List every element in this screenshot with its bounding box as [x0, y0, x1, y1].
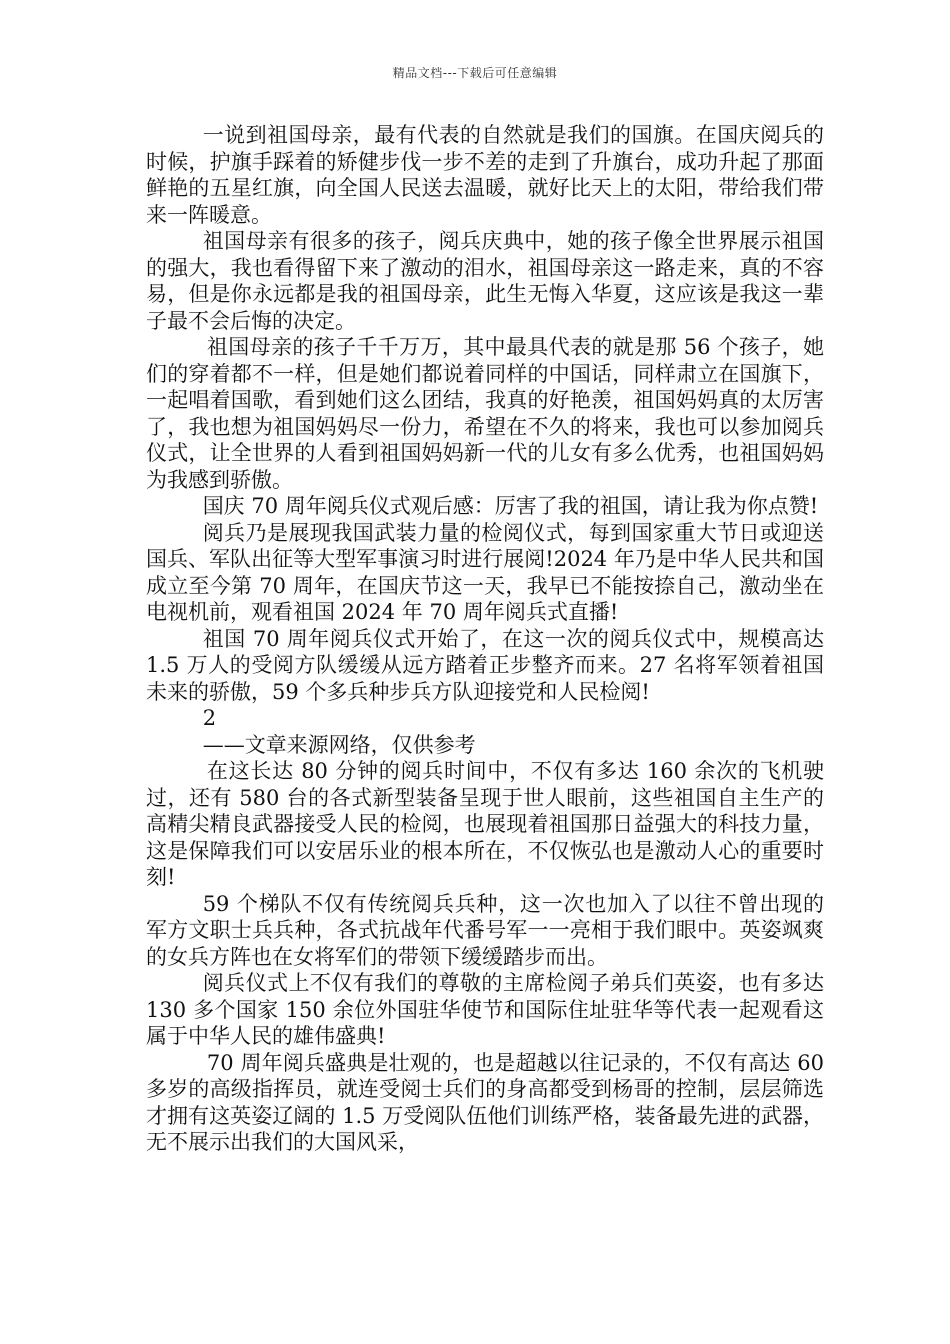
- paragraph-3: 祖国母亲的孩子千千万万，其中最具代表的就是那 56 个孩子，她们的穿着都不一样，但是她们都说着同样的中国话，同样肃立在国旗下，一起唱着国歌，看到她们这么团结，我真的好艳羡，祖国妈妈真的太厉害了，我也想为祖国妈妈尽一份力，希望在不久的将来，我也可以参加阅兵仪式，让全世界的人看到祖国妈妈新一代的儿女有多么优秀，也祖国妈妈为我感到骄傲。: [146, 335, 824, 492]
- paragraph-9: 阅兵仪式上不仅有我们的尊敬的主席检阅子弟兵们英姿，也有多达 130 多个国家 150 余位外国驻华使节和国际住址驻华等代表一起观看这属于中华人民的雄伟盛典!: [146, 971, 824, 1048]
- paragraph-10: 70 周年阅兵盛典是壮观的，也是超越以往记录的，不仅有高达 60 多岁的高级指挥员，就连受阅士兵们的身高都受到杨哥的控制，层层筛选才拥有这英姿辽阔的 1.5 万受阅队伍他们训练严格，装备最先进的武器，无不展示出我们的大国风采，: [146, 1050, 824, 1154]
- source-note: ——文章来源网络，仅供参考: [202, 732, 476, 757]
- paragraph-5: 阅兵乃是展现我国武装力量的检阅仪式，每到国家重大节日或迎送国兵、军队出征等大型军事演习时进行展阅!2024 年乃是中华人民共和国成立至今第 70 周年，在国庆节这一天，我早已不能按捺自己，激动坐在电视机前，观看祖国 2024 年 70 周年阅兵式直播!: [146, 520, 824, 624]
- paragraph-4: 国庆 70 周年阅兵仪式观后感：厉害了我的祖国，请让我为你点赞!: [202, 494, 819, 518]
- paragraph-2: 祖国母亲有很多的孩子，阅兵庆典中，她的孩子像全世界展示祖国的强大，我也看得留下来了激动的泪水，祖国母亲这一路走来，真的不容易，但是你永远都是我的祖国母亲，此生无悔入华夏，这应该是我这一辈子最不会后悔的决定。: [146, 229, 824, 333]
- page-header: 精品文档---下载后可任意编辑: [392, 66, 558, 80]
- paragraph-8: 59 个梯队不仅有传统阅兵兵种，这一次也加入了以往不曾出现的军方文职士兵兵种，各式抗战年代番号军一一亮相于我们眼中。英姿飒爽的女兵方阵也在女将军们的带领下缓缓踏步而出。: [146, 891, 824, 969]
- paragraph-1: 一说到祖国母亲，最有代表的自然就是我们的国旗。在国庆阅兵的时候，护旗手踩着的矫健步伐一步不差的走到了升旗台，成功升起了那面鲜艳的五星红旗，向全国人民送去温暖，就好比天上的太阳，带给我们带来一阵暖意。: [146, 123, 824, 227]
- paragraph-6: 祖国 70 周年阅兵仪式开始了，在这一次的阅兵仪式中，规模高达 1.5 万人的受阅方队缓缓从远方踏着正步整齐而来。27 名将军领着祖国未来的骄傲，59 个多兵种步兵方队迎接党和人民检阅!: [146, 626, 824, 704]
- document-body: [146, 122, 824, 1156]
- paragraph-7: 在这长达 80 分钟的阅兵时间中，不仅有多达 160 余次的飞机驶过，还有 580 台的各式新型装备呈现于世人眼前，这些祖国自主生产的高精尖精良武器接受人民的检阅，也展现着祖国那日益强大的科技力量，这是保障我们可以安居乐业的根本所在，不仅恢弘也是激动人心的重要时刻!: [146, 759, 824, 889]
- page-number: 2: [202, 706, 217, 730]
